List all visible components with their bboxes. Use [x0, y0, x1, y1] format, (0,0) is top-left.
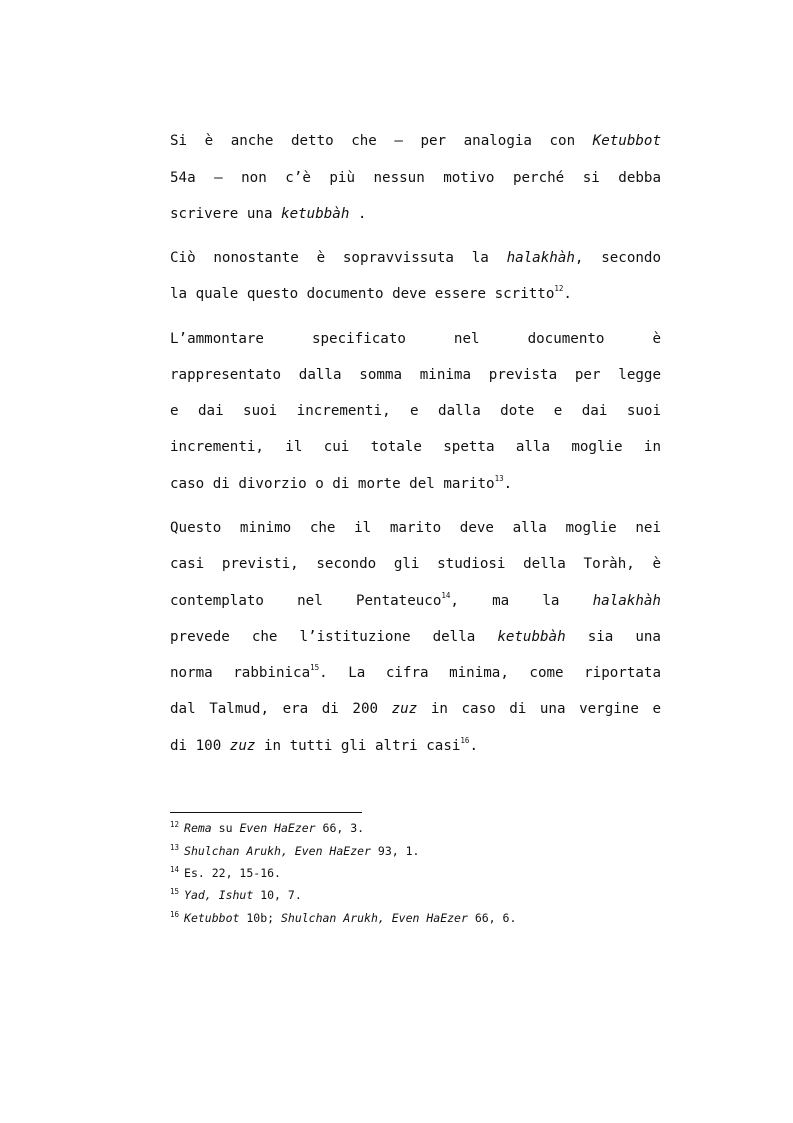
- footnote-text: Es. 22, 15-16.: [184, 866, 281, 880]
- footnote-13: [170, 843, 419, 859]
- footnote-text: Yad, Ishut: [184, 888, 254, 902]
- footnote-16: [170, 910, 516, 926]
- paragraph-4-line-6: dal Talmud, era di 200 zuz in caso di una vergine e: [170, 701, 661, 717]
- footnote-ref-12: 12: [554, 284, 564, 294]
- paragraph-4-line-5: norma rabbinica$^{15}$. La cifra minima, come riportata: [170, 663, 662, 681]
- footnote-text: 66, 6.: [467, 911, 517, 925]
- paragraph-1-line-2: 54a – non c’è più nessun motivo perché si debba: [170, 170, 661, 186]
- paragraph-2-line-1: Ciò nonostante è sopravvissuta la halakhàh, secondo: [170, 250, 662, 266]
- footnote-text: Shulchan Arukh, Even HaEzer: [280, 911, 468, 925]
- paragraph-3-line-4: incrementi, il cui totale spetta alla moglie in: [170, 439, 661, 455]
- footnote-ref-16: 16: [460, 736, 470, 746]
- footnote-text: 93, 1.: [370, 844, 420, 858]
- paragraph-4-line-7: di 100 zuz in tutti gli altri casi$^{16}$.: [170, 736, 478, 754]
- footnote-text: 10, 7.: [253, 888, 302, 902]
- footnote-text: Rema: [184, 821, 212, 835]
- paragraph-3-line-5: caso di divorzio o di morte del marito$^{13}$.: [170, 474, 513, 492]
- paragraph-1-line-1: Si è anche detto che – per analogia con Ketubbot: [170, 133, 661, 149]
- footnote-number: 12: [170, 820, 180, 830]
- footnote-number: 15: [170, 887, 180, 897]
- paragraph-4-line-4: prevede che l’istituzione della ketubbàh sia una: [170, 629, 661, 645]
- paragraph-2-line-2: la quale questo documento deve essere scritto$^{12}$.: [170, 284, 572, 302]
- footnote-text: Shulchan Arukh, Even HaEzer: [184, 844, 371, 858]
- footnote-ref-15: 15: [310, 663, 320, 673]
- footnote-15: [170, 887, 302, 903]
- footnote-number: 13: [170, 843, 180, 853]
- footnote-separator: [170, 812, 362, 813]
- paragraph-3-line-1: L’ammontare specificato nel documento è: [170, 331, 661, 347]
- footnote-14: [170, 865, 281, 881]
- paragraph-3-line-2: rappresentato dalla somma minima prevista per legge: [170, 367, 661, 383]
- footnote-text: 66, 3.: [315, 821, 365, 835]
- footnote-text: Ketubbot: [184, 911, 240, 925]
- footnote-ref-14: 14: [441, 591, 451, 601]
- paragraph-4-line-2: casi previsti, secondo gli studiosi della Toràh, è: [170, 556, 661, 572]
- footnote-12: [170, 820, 364, 836]
- footnote-ref-13: 13: [494, 474, 504, 484]
- footnote-text: Even HaEzer: [239, 821, 316, 835]
- paragraph-3-line-3: e dai suoi incrementi, e dalla dote e dai suoi: [170, 403, 661, 419]
- footnote-number: 14: [170, 865, 180, 875]
- paragraph-4-line-1: Questo minimo che il marito deve alla moglie nei: [170, 520, 661, 536]
- paragraph-1-line-3: scrivere una ketubbàh .: [170, 206, 367, 222]
- footnote-text: su: [211, 821, 240, 835]
- footnote-number: 16: [170, 910, 180, 920]
- footnote-text: 10b;: [239, 911, 281, 925]
- paragraph-4-line-3: contemplato nel Pentateuco$^{14}$, ma la halakhàh: [170, 591, 661, 609]
